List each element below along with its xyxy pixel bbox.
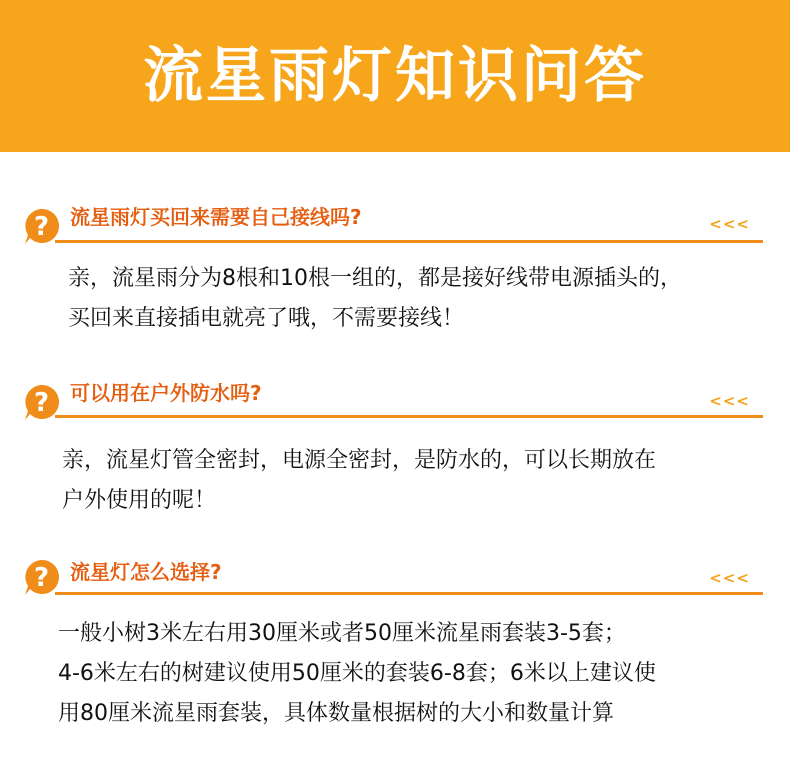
arrows-decoration: <<< — [709, 569, 750, 587]
answer-line: 亲，流星雨分为8根和10根一组的，都是接好线带电源插头的， — [68, 266, 682, 291]
title-banner — [0, 0, 790, 152]
page-title: 流星雨灯知识问答 — [143, 41, 647, 111]
svg-text:?: ? — [33, 388, 50, 418]
question-divider — [55, 415, 763, 418]
arrows-decoration: <<< — [709, 392, 750, 410]
answer-line: 4-6米左右的树建议使用50厘米的套装6-8套；6米以上建议使 — [58, 661, 656, 686]
question-mark-icon — [22, 558, 60, 596]
answer-text — [68, 259, 682, 339]
answer-line: 户外使用的呢！ — [62, 488, 217, 513]
answer-line: 亲，流星灯管全密封，电源全密封，是防水的，可以长期放在 — [62, 448, 657, 473]
answer-line: 用80厘米流星雨套装，具体数量根据树的大小和数量计算 — [58, 701, 614, 726]
answer-line: 买回来直接插电就亮了哦，不需要接线！ — [68, 306, 465, 331]
question-text: 流星雨灯买回来需要自己接线吗? — [70, 205, 362, 229]
answer-line: 一般小树3米左右用30厘米或者50厘米流星雨套装3-5套； — [58, 621, 626, 646]
arrows-decoration: <<< — [709, 215, 750, 233]
question-text: 流星灯怎么选择? — [70, 560, 222, 584]
svg-text:?: ? — [33, 212, 50, 242]
answer-text — [62, 441, 656, 521]
question-text: 可以用在户外防水吗? — [70, 381, 262, 405]
svg-text:?: ? — [33, 563, 50, 593]
answer-text — [58, 614, 656, 734]
question-divider — [55, 592, 763, 595]
question-divider — [55, 240, 763, 243]
